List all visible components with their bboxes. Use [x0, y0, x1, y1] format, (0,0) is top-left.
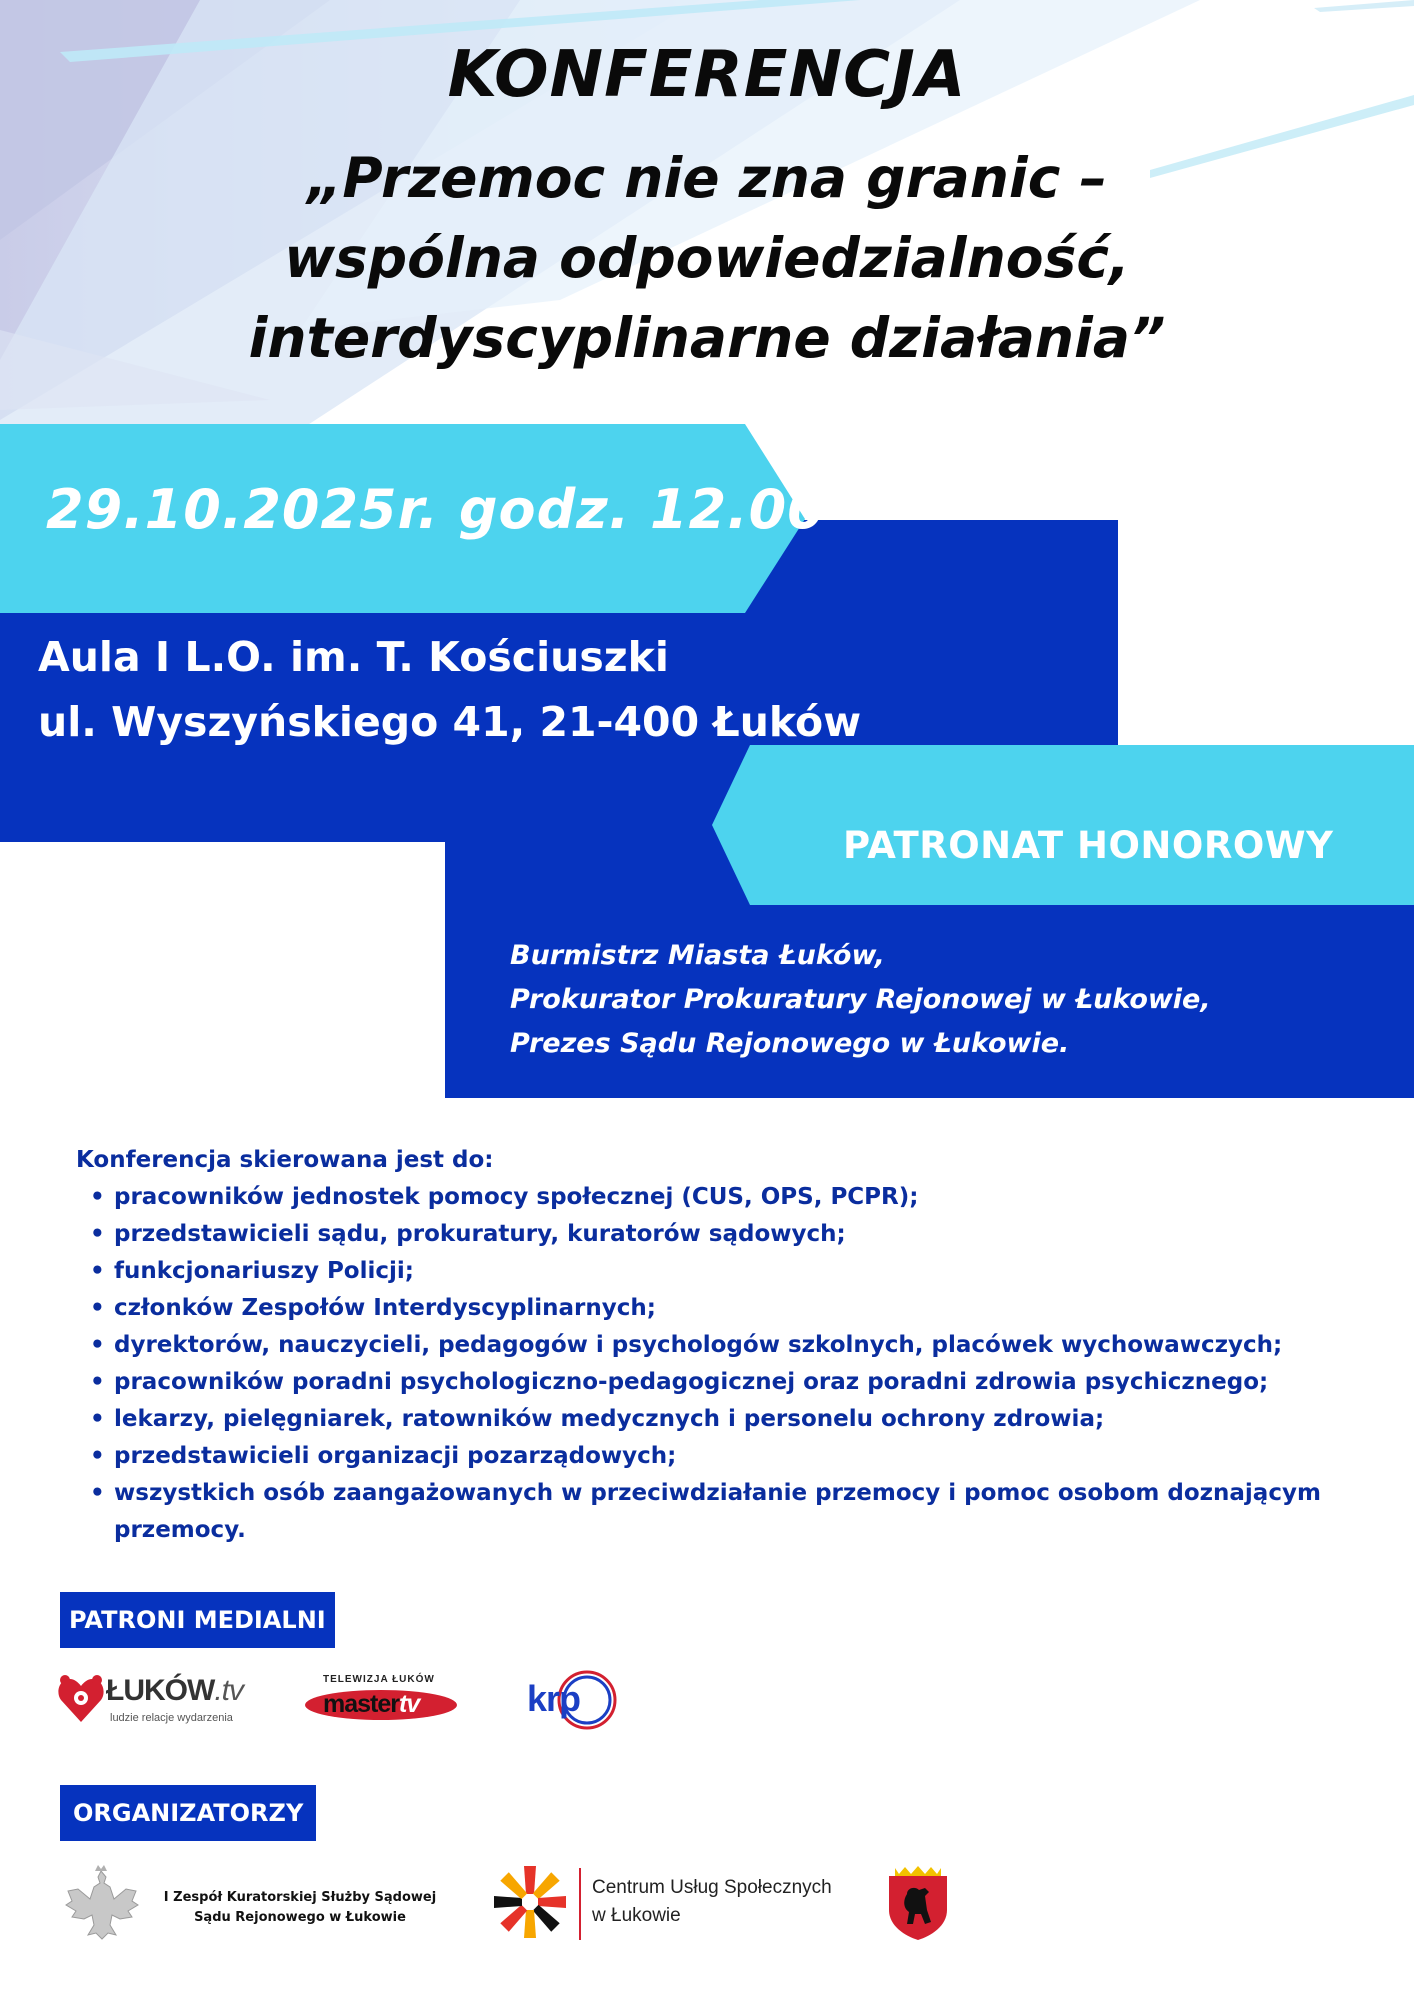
audience-section [76, 1142, 1376, 1549]
cus-line: w Łukowie [592, 1905, 681, 1926]
conference-title-line: „Przemoc nie zna granic – [306, 146, 1108, 210]
krp-logo [525, 1668, 625, 1732]
list-item: • przedstawicieli sądu, prokuratury, kuratorów sądowych; [114, 1216, 1376, 1253]
list-item: • dyrektorów, nauczycieli, pedagogów i psychologów szkolnych, placówek wychowawczych; [114, 1327, 1376, 1364]
master-tv-top: TELEWIZJA ŁUKÓW [323, 1674, 435, 1685]
list-item: • wszystkich osób zaangażowanych w przeciwdziałanie przemocy i pomoc osobom doznającym przemocy. [114, 1475, 1376, 1549]
venue-line: ul. Wyszyńskiego 41, 21-400 Łuków [38, 698, 862, 746]
patronat-title: PATRONAT HONOROWY [843, 824, 1334, 867]
patronat-item: Burmistrz Miasta Łuków, [510, 940, 885, 971]
patronat-list [510, 934, 1211, 1066]
cus-line: Centrum Usług Społecznych [592, 1877, 832, 1898]
patronat-item: Prezes Sądu Rejonowego w Łukowie. [510, 1028, 1070, 1059]
krp-name: krp [527, 1678, 581, 1719]
event-venue [38, 625, 861, 755]
master-tv-suffix: tv [399, 1690, 420, 1718]
event-datetime: 29.10.2025r. godz. 12.00 [46, 478, 826, 541]
conference-title-line: interdyscyplinarne działania” [248, 306, 1166, 370]
conference-kicker: KONFERENCJA [447, 38, 967, 112]
eagle-emblem-icon [62, 1865, 140, 1941]
master-tv-name: master [323, 1690, 399, 1718]
conference-title [150, 138, 1264, 378]
cus-name [592, 1874, 832, 1930]
lukow-tv-suffix: .tv [214, 1674, 243, 1707]
list-item: • przedstawicieli organizacji pozarządowych; [114, 1438, 1376, 1475]
kuratorzy-line: I Zespół Kuratorskiej Służby Sądowej [163, 1890, 437, 1905]
lukow-tv-name: ŁUKÓW [106, 1674, 215, 1707]
audience-list [76, 1179, 1376, 1549]
lukow-tv-logo [58, 1670, 258, 1730]
organizers-label: ORGANIZATORZY [60, 1785, 316, 1841]
list-item: • pracowników poradni psychologiczno-pedagogicznej oraz poradni zdrowia psychicznego; [114, 1364, 1376, 1401]
patronat-item: Prokurator Prokuratury Rejonowej w Łukowie, [510, 984, 1211, 1015]
list-item: • członków Zespołów Interdyscyplinarnych; [114, 1290, 1376, 1327]
list-item: • pracowników jednostek pomocy społecznej (CUS, OPS, PCPR); [114, 1179, 1376, 1216]
media-patrons-label: PATRONI MEDIALNI [60, 1592, 335, 1648]
kuratorzy-name [150, 1888, 450, 1928]
lukow-coat-of-arms-icon [885, 1866, 951, 1942]
bear-heart-icon [58, 1672, 104, 1724]
list-item: • lekarzy, pielęgniarek, ratowników medycznych i personelu ochrony zdrowia; [114, 1401, 1376, 1438]
cus-divider [579, 1868, 581, 1940]
list-item: • funkcjonariuszy Policji; [114, 1253, 1376, 1290]
hands-logo-icon [488, 1860, 572, 1944]
kuratorzy-line: Sądu Rejonowego w Łukowie [194, 1910, 406, 1925]
venue-line: Aula I L.O. im. T. Kościuszki [38, 633, 669, 681]
conference-title-line: wspólna odpowiedzialność, [284, 226, 1130, 290]
audience-intro: Konferencja skierowana jest do: [76, 1147, 494, 1173]
lukow-tv-tagline: ludzie relacje wydarzenia [110, 1712, 233, 1724]
master-tv-logo [305, 1672, 465, 1728]
